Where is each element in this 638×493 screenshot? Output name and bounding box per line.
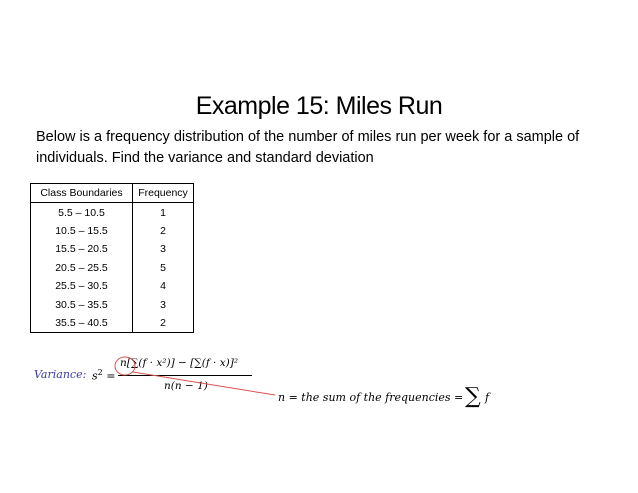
intro-text: Below is a frequency distribution of the number of miles run per week for a sample of individuals. Find the variance and standard deviation [36,129,580,166]
cell-class: 35.5 – 40.5 [31,314,133,333]
cell-frequency: 2 [133,222,194,240]
cell-class: 5.5 – 10.5 [31,203,133,222]
variance-power: 2 [97,368,103,377]
cell-class: 20.5 – 25.5 [31,259,133,277]
header-frequency: Frequency [133,184,194,203]
cell-class: 10.5 – 15.5 [31,222,133,240]
cell-class: 15.5 – 20.5 [31,240,133,258]
cell-frequency: 3 [133,295,194,313]
formula-numerator: n[∑(f · x²)] − [∑(f · x)]² [120,357,239,369]
cell-class: 30.5 – 35.5 [31,295,133,313]
cell-frequency: 4 [133,277,194,295]
slide-title: Example 15: Miles Run [195,92,443,120]
cell-frequency: 5 [133,259,194,277]
variance-symbol: s [92,369,98,383]
cell-frequency: 1 [133,203,194,222]
summation-variable: f [485,391,490,404]
header-class-boundaries: Class Boundaries [31,184,133,203]
n-definition: n = the sum of the frequencies = [278,391,464,404]
annotation-arrow [133,372,275,395]
formula-denominator: n(n − 1) [164,380,208,392]
cell-frequency: 2 [133,314,194,333]
cell-frequency: 3 [133,240,194,258]
highlight-circle [115,357,135,375]
summation-symbol: ∑ [465,384,481,409]
variance-label: Variance: [34,368,87,381]
cell-class: 25.5 – 30.5 [31,277,133,295]
equals-sign: = [106,369,116,383]
